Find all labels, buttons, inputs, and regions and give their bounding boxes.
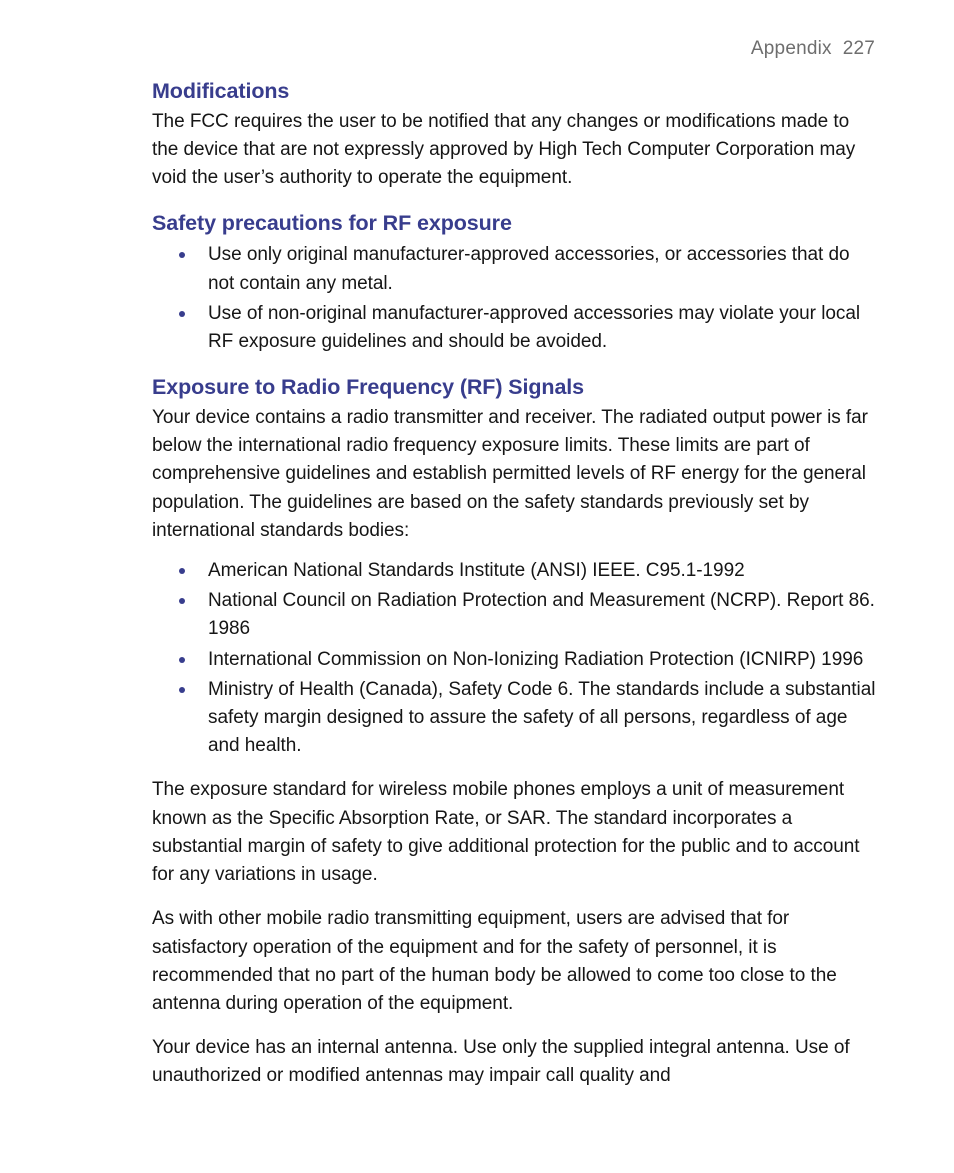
page-content	[152, 78, 878, 1091]
list-item-label: Use only original manufacturer-approved accessories, or accessories that do not contain any metal.	[208, 244, 850, 294]
paragraph-modifications: The FCC requires the user to be notified that any changes or modifications made to the device that are not expressly approved by High Tech Computer Corporation may void the user’s authority to operate the equipment.	[152, 110, 856, 189]
list-item	[152, 646, 878, 674]
bullet-dot-icon	[179, 252, 185, 258]
list-item-label: International Commission on Non-Ionizing Radiation Protection (ICNIRP) 1996	[208, 648, 864, 670]
list-item-label: Use of non-original manufacturer-approved accessories may violate your local RF exposure guidelines and should be avoided.	[208, 302, 861, 352]
section-heading-modifications: Modifications	[152, 79, 290, 103]
list-item-label: Ministry of Health (Canada), Safety Code 6. The standards include a substantial safety margin designed to assure the safety of all persons, regardless of age and health.	[208, 678, 876, 757]
bullet-dot-icon	[179, 657, 185, 663]
bullet-dot-icon	[179, 598, 185, 604]
bullet-dot-icon	[179, 568, 185, 574]
list-item	[152, 557, 878, 585]
list-item-label: American National Standards Institute (ANSI) IEEE. C95.1-1992	[208, 560, 745, 582]
list-item	[152, 241, 878, 297]
spacer	[152, 1018, 878, 1034]
spacer	[152, 356, 878, 374]
section-heading-safety-precautions: Safety precautions for RF exposure	[152, 211, 512, 236]
bullet-dot-icon	[179, 687, 185, 693]
running-header: Appendix 227	[750, 38, 875, 59]
list-item	[152, 587, 878, 643]
list-item	[152, 676, 878, 761]
spacer	[152, 192, 878, 210]
list-item	[152, 300, 878, 356]
paragraph-transmitting-equipment: As with other mobile radio transmitting equipment, users are advised that for satisfactory operation of the equipment and for the safety of personnel, it is recommended that no part of the human body be allowed to come too close to the antenna during operation of the equipment.	[152, 908, 837, 1014]
bullet-list-safety-precautions	[152, 241, 878, 356]
bullet-dot-icon	[179, 311, 185, 317]
paragraph-rf-intro: Your device contains a radio transmitter and receiver. The radiated output power is far below the international radio frequency exposure limits. These limits are part of comprehensive guidelines and establish permitted levels of RF energy for the general population. The guidelines are based on the safety standards previously set by international standards bodies:	[152, 407, 868, 541]
section-heading-rf-signals: Exposure to Radio Frequency (RF) Signals	[152, 375, 585, 400]
spacer	[152, 889, 878, 905]
spacer	[152, 545, 878, 557]
bullet-list-standards-bodies	[152, 557, 878, 760]
paragraph-sar-standard: The exposure standard for wireless mobile phones employs a unit of measurement known as the Specific Absorption Rate, or SAR. The standard incorporates a substantial margin of safety to give additional protection for the public and to account for any variations in usage.	[152, 779, 860, 886]
spacer	[152, 760, 878, 776]
list-item-label: National Council on Radiation Protection and Measurement (NCRP). Report 86. 1986	[208, 590, 875, 640]
paragraph-internal-antenna: Your device has an internal antenna. Use only the supplied integral antenna. Use of unauthorized or modified antennas may impair call quality and	[152, 1037, 850, 1087]
